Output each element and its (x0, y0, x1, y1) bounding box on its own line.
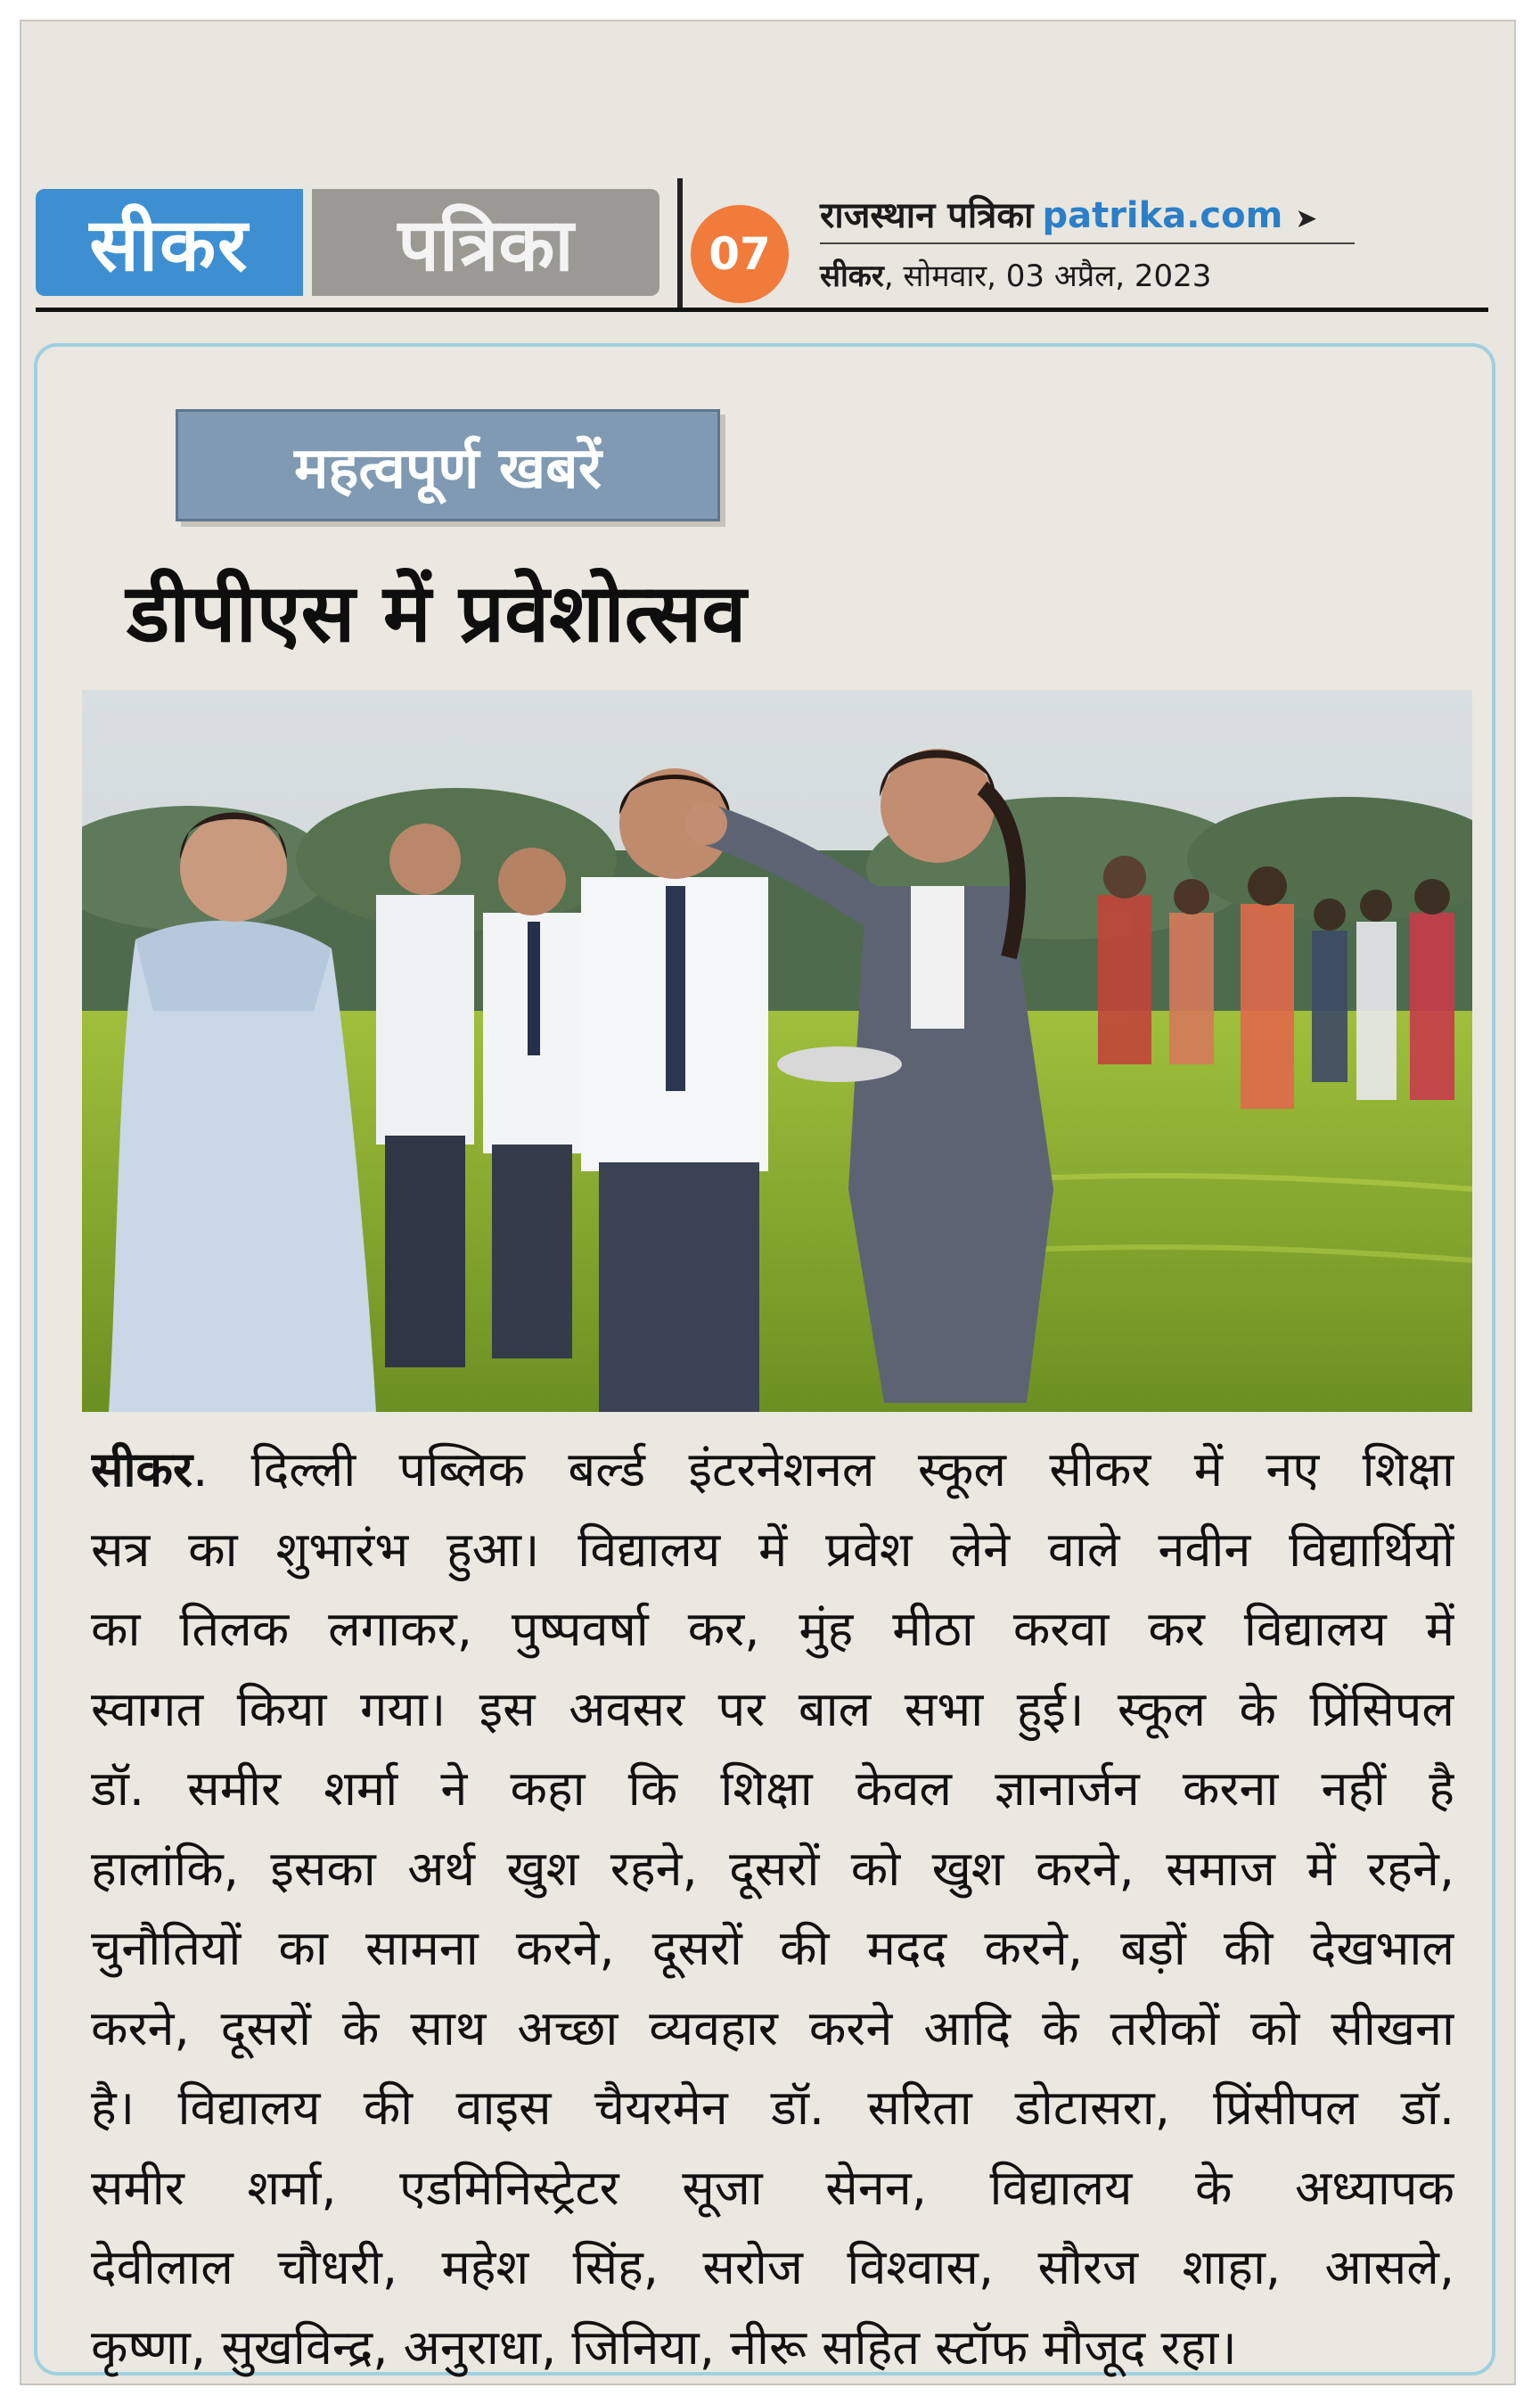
dateline-date: , सोमवार, 03 अप्रैल, 2023 (883, 258, 1212, 294)
article-box (34, 343, 1495, 2375)
students-welcome-ceremony-photo (82, 690, 1472, 1412)
photo-illustration (82, 690, 1472, 1412)
dateline-city: सीकर (820, 258, 884, 294)
body-line: का तिलक लगाकर, पुष्पवर्षा कर, मुंह मीठा करवा कर विद्यालय में (91, 1601, 1454, 1657)
body-line-text: . दिल्ली पब्लिक बर्ल्ड इंटरनेशनल स्कूल सीकर में नए शिक्षा (192, 1441, 1454, 1498)
article-dateline-city: सीकर (91, 1441, 193, 1498)
section-tab: सीकर (36, 189, 303, 296)
dateline (820, 254, 1211, 295)
article-headline: डीपीएस में प्रवेशोत्सव (127, 567, 747, 661)
publication-line (820, 189, 1317, 238)
body-line: डॉ. समीर शर्मा ने कहा कि शिक्षा केवल ज्ञानार्जन करना नहीं है (91, 1760, 1454, 1817)
body-line: समीर शर्मा, एडमिनिस्ट्रेटर सूजा सेनन, विद्यालय के अध्यापक (91, 2159, 1454, 2216)
body-line: हालांकि, इसका अर्थ खुश रहने, दूसरों को खुश करने, समाज में रहने, (91, 1840, 1454, 1897)
website-link[interactable]: patrika.com (1042, 195, 1283, 236)
body-line: स्वागत किया गया। इस अवसर पर बाल सभा हुई। स्कूल के प्रिंसिपल (91, 1680, 1454, 1737)
masthead (36, 178, 1346, 312)
page-number-badge: 07 (691, 205, 789, 303)
news-category-tag: महत्वपूर्ण खबरें (176, 409, 720, 521)
body-line: है। विद्यालय की वाइस चैयरमेन डॉ. सरिता डोटासरा, प्रिंसीपल डॉ. (91, 2080, 1454, 2136)
masthead-rule (36, 308, 1488, 312)
body-line: सत्र का शुभारंभ हुआ। विद्यालय में प्रवेश लेने वाले नवीन विद्यार्थियों (91, 1521, 1454, 1578)
article-body (91, 1430, 1454, 2387)
body-line (91, 1430, 1454, 1510)
publication-rule (820, 242, 1355, 244)
body-line: कृष्णा, सुखविन्द्र, अनुराधा, जिनिया, नीरू सहित स्टॉफ मौजूद रहा। (91, 2318, 1237, 2375)
edition-tab: पत्रिका (312, 189, 659, 296)
body-line: देवीलाल चौधरी, महेश सिंह, सरोज विश्वास, सौरज शाहा, आसले, (91, 2239, 1454, 2295)
body-line: चुनौतियों का सामना करने, दूसरों की मदद करने, बड़ों की देखभाल (91, 1920, 1454, 1976)
masthead-divider (677, 178, 683, 312)
cursor-arrow-icon: ➤ (1295, 203, 1318, 234)
publication-name: राजस्थान पत्रिका (820, 195, 1034, 236)
body-line: करने, दूसरों के साथ अच्छा व्यवहार करने आदि के तरीकों को सीखना (91, 1999, 1454, 2056)
